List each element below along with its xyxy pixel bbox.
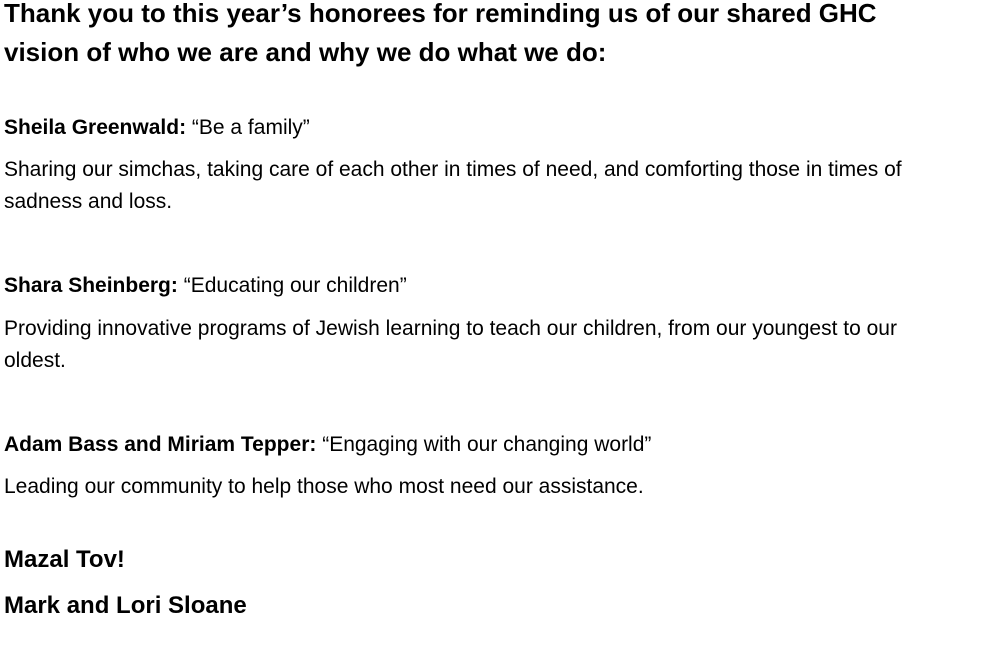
closing-signature: Mark and Lori Sloane	[4, 592, 247, 619]
honoree-2-name: Shara Sheinberg:	[4, 274, 178, 297]
honoree-1-name: Sheila Greenwald:	[4, 116, 187, 139]
honoree-1-description: Sharing our simchas, taking care of each other in times of need, and comforting those in times of sadness and loss.	[4, 158, 902, 213]
headline: Thank you to this year’s honorees for reminding us of our shared GHC vision of who we are and why we do what we do:	[4, 0, 877, 67]
honoree-2-heading	[4, 272, 954, 300]
honoree-1-heading	[4, 114, 954, 142]
honoree-3-heading	[4, 431, 954, 459]
honoree-2-description: Providing innovative programs of Jewish learning to teach our children, from our youngest to our oldest.	[4, 317, 897, 372]
honoree-3-description: Leading our community to help those who most need our assistance.	[4, 475, 644, 498]
honoree-2-quote: “Educating our children”	[183, 274, 407, 297]
honoree-3-quote: “Engaging with our changing world”	[322, 433, 652, 456]
honoree-1-quote: “Be a family”	[191, 116, 310, 139]
closing-greeting: Mazal Tov!	[4, 546, 125, 573]
honoree-3-name: Adam Bass and Miriam Tepper:	[4, 433, 317, 456]
